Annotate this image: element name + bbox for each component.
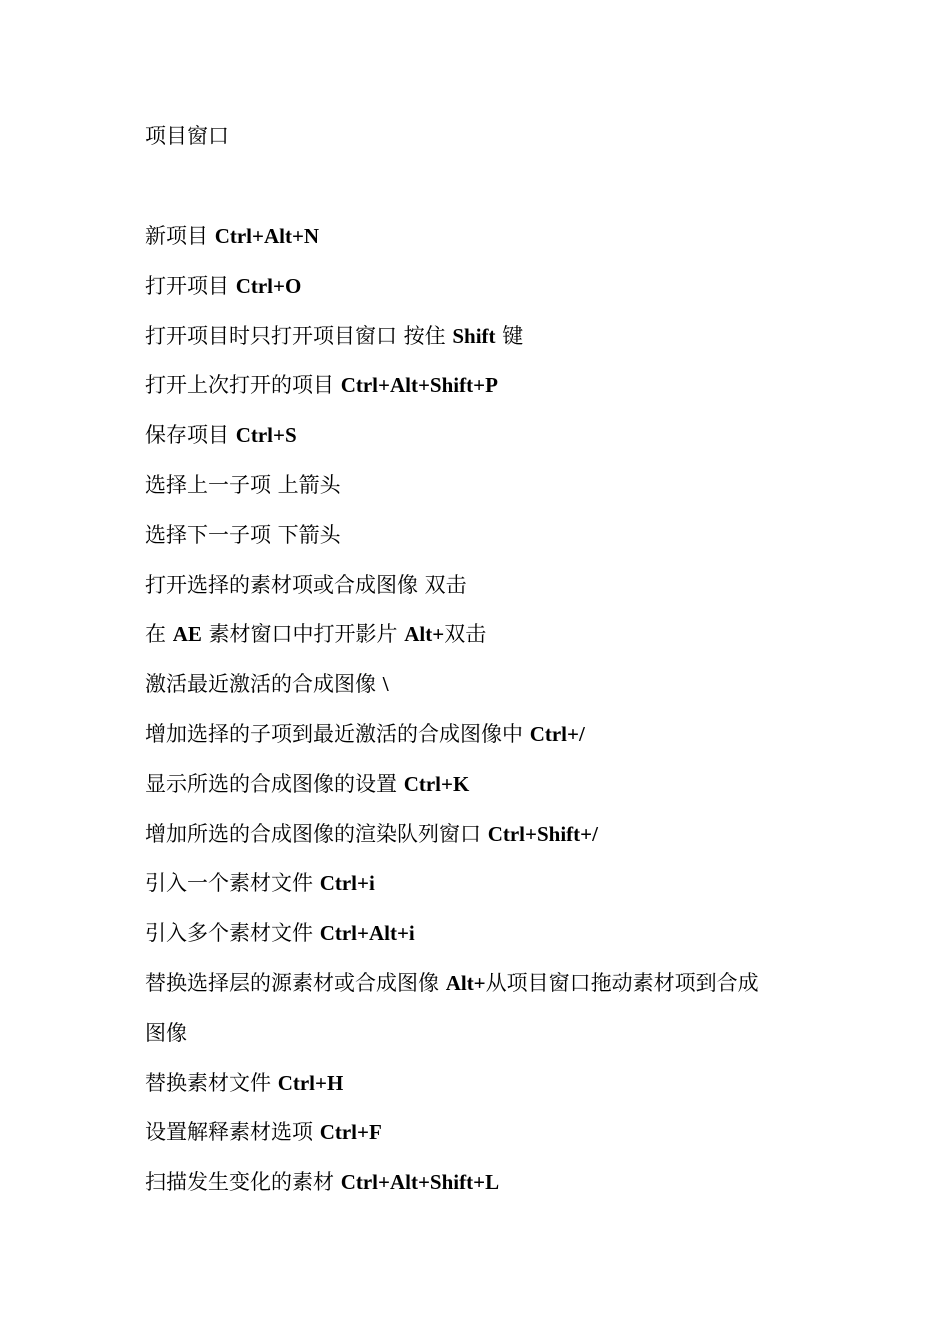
list-item bbox=[145, 719, 825, 769]
list-item bbox=[145, 769, 825, 819]
shortcut-tail: 双击 bbox=[444, 622, 487, 647]
shortcut-description: 图像 bbox=[145, 1020, 187, 1045]
shortcut-description: 引入一个素材文件 bbox=[145, 871, 320, 896]
shortcut-key: Alt+ bbox=[404, 622, 445, 647]
shortcut-description: 替换素材文件 bbox=[145, 1070, 278, 1095]
shortcut-key: Ctrl+Alt+Shift+L bbox=[340, 1170, 500, 1195]
list-item bbox=[145, 420, 825, 470]
shortcut-tail: 从项目窗口拖动素材项到合成 bbox=[485, 970, 759, 995]
shortcut-key: Ctrl+Alt+i bbox=[319, 921, 415, 946]
list-item bbox=[145, 321, 825, 371]
shortcut-description: 选择上一子项 上箭头 bbox=[145, 472, 341, 497]
shortcut-list bbox=[145, 221, 825, 1217]
list-item bbox=[145, 370, 825, 420]
shortcut-key: Ctrl+F bbox=[319, 1120, 382, 1145]
list-item bbox=[145, 669, 825, 719]
shortcut-description: 替换选择层的源素材或合成图像 bbox=[145, 970, 446, 995]
shortcut-key: Ctrl+H bbox=[277, 1070, 344, 1095]
list-item bbox=[145, 520, 825, 570]
shortcut-key: Ctrl+S bbox=[235, 423, 297, 448]
shortcut-key: Ctrl+/ bbox=[529, 721, 585, 746]
list-item bbox=[145, 918, 825, 968]
shortcut-description: 激活最近激活的合成图像 bbox=[145, 672, 383, 697]
list-item bbox=[145, 868, 825, 918]
list-item bbox=[145, 1167, 825, 1217]
shortcut-key: Ctrl+K bbox=[403, 771, 470, 796]
shortcut-key: \ bbox=[382, 672, 389, 697]
shortcut-description: 打开项目时只打开项目窗口 按住 bbox=[145, 323, 453, 348]
shortcut-description: 打开项目 bbox=[145, 273, 236, 298]
shortcut-key: Alt+ bbox=[445, 970, 486, 995]
shortcut-description: 引入多个素材文件 bbox=[145, 921, 320, 946]
shortcut-description: 新项目 bbox=[145, 224, 215, 248]
list-item bbox=[145, 570, 825, 620]
shortcut-tail: 素材窗口中打开影片 bbox=[201, 622, 405, 647]
shortcut-description: 打开上次打开的项目 bbox=[145, 373, 341, 398]
list-item bbox=[145, 470, 825, 520]
list-item bbox=[145, 221, 825, 271]
shortcut-key: Shift bbox=[452, 323, 496, 348]
list-item bbox=[145, 1068, 825, 1118]
shortcut-description: 增加所选的合成图像的渲染队列窗口 bbox=[145, 821, 488, 846]
list-item bbox=[145, 968, 825, 1018]
shortcut-description: 在 bbox=[145, 622, 173, 647]
shortcut-key: Ctrl+Shift+/ bbox=[487, 821, 598, 846]
shortcut-description: 显示所选的合成图像的设置 bbox=[145, 771, 404, 796]
list-item bbox=[145, 619, 825, 669]
shortcut-key: Ctrl+Alt+Shift+P bbox=[340, 373, 498, 398]
shortcut-key: Ctrl+i bbox=[319, 871, 375, 896]
list-item bbox=[145, 819, 825, 869]
shortcut-description: 选择下一子项 下箭头 bbox=[145, 522, 341, 547]
shortcut-description: 扫描发生变化的素材 bbox=[145, 1170, 341, 1195]
list-item bbox=[145, 1117, 825, 1167]
section-heading: 项目窗口 bbox=[145, 124, 229, 148]
shortcut-key: AE bbox=[172, 622, 202, 647]
shortcut-description: 增加选择的子项到最近激活的合成图像中 bbox=[145, 721, 530, 746]
shortcut-key: Ctrl+Alt+N bbox=[214, 224, 320, 248]
shortcut-description: 打开选择的素材项或合成图像 双击 bbox=[145, 572, 467, 597]
shortcut-key: Ctrl+O bbox=[235, 273, 302, 298]
shortcut-description: 设置解释素材选项 bbox=[145, 1120, 320, 1145]
shortcut-description: 保存项目 bbox=[145, 423, 236, 448]
shortcut-tail: 键 bbox=[495, 323, 524, 348]
list-item bbox=[145, 1018, 825, 1068]
list-item bbox=[145, 271, 825, 321]
